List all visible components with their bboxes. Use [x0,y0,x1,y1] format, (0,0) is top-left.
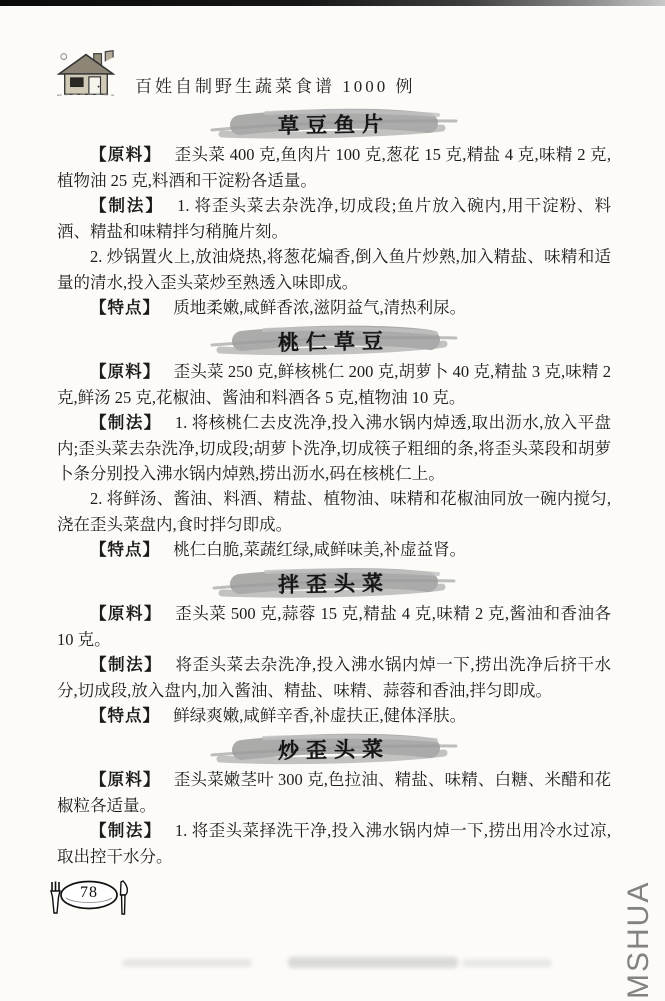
method-paragraph [57,818,611,869]
paragraph-text: 歪头菜 250 克,鲜核桃仁 200 克,胡萝卜 40 克,精盐 3 克,味精 2 克,鲜汤 25 克,花椒油、酱油和料酒各 5 克,植物油 10 克。 [57,362,612,407]
method-paragraph [57,244,611,295]
knife-icon [121,881,128,914]
house-icon [57,47,115,104]
paragraph-label: 【制法】 [90,656,163,674]
brush-stroke [206,732,462,766]
paragraph-text: 质地柔嫩,咸鲜香浓,滋阴益气,清热利尿。 [173,298,467,317]
paragraph-text: 1. 将歪头菜择洗干净,投入沸水锅内焯一下,捞出用冷水过凉,取出控干水分。 [57,821,612,866]
features-paragraph [57,295,611,321]
paragraph-text: 2. 炒锅置火上,放油烧热,将葱花煸香,倒入鱼片炒熟,加入精盐、味精和适量的清水,投入歪头菜炒至熟透入味即成。 [57,247,611,292]
brush-stroke [206,566,462,600]
ingredients-paragraph [57,601,611,652]
ingredients-paragraph [57,767,611,818]
method-paragraph [57,193,611,244]
recipe-title: 拌歪头菜 [277,571,391,597]
paragraph-label: 【原料】 [90,363,161,381]
bleed-through-mark [288,957,458,968]
paragraph-label: 【制法】 [90,822,162,840]
recipe-title-row [57,107,611,141]
paragraph-label: 【制法】 [90,197,164,215]
features-paragraph [57,537,611,563]
brush-stroke [206,107,462,141]
paragraph-text: 将歪头菜去杂洗净,投入沸水锅内焯一下,捞出洗净后挤干水分,切成段,放入盘内,加入酱油、精盐、味精、蒜蓉和香油,拌匀即成。 [57,655,612,700]
features-paragraph [57,703,611,729]
recipe-title-row [57,324,611,358]
recipe-title: 草豆鱼片 [277,112,391,138]
paragraph-label: 【原料】 [90,771,161,789]
ingredients-paragraph [57,142,611,193]
watermark-text: MSHUA [622,880,655,999]
recipe-section [57,107,611,321]
paragraph-text: 1. 将歪头菜去杂洗净,切成段;鱼片放入碗内,用干淀粉、料酒、精盐和味精拌匀稍腌片刻。 [57,196,612,241]
paragraph-label: 【特点】 [90,299,160,317]
paragraph-label: 【原料】 [90,605,163,623]
ingredients-paragraph [57,359,611,410]
recipe-title-row [57,566,611,600]
bleed-through-mark [122,959,252,967]
page-number-marker [44,879,136,919]
paragraph-label: 【原料】 [90,146,162,164]
paragraph-text: 2. 将鲜汤、酱油、料酒、精盐、植物油、味精和花椒油同放一碗内搅匀,浇在歪头菜盘内,食时拌匀即成。 [57,489,611,534]
recipe-title-row [57,732,611,766]
recipe-section [57,324,611,563]
paragraph-text: 鲜绿爽嫩,咸鲜辛香,补虚扶正,健体泽肤。 [173,706,467,725]
brush-stroke [206,324,462,358]
paragraph-text: 歪头菜嫩茎叶 300 克,色拉油、精盐、味精、白糖、米醋和花椒粒各适量。 [57,770,611,815]
recipe-title: 桃仁草豆 [277,329,391,355]
page-number: 78 [80,884,98,901]
book-title: 百姓自制野生蔬菜食谱 1000 例 [135,77,416,96]
paragraph-label: 【特点】 [90,541,160,559]
method-paragraph [57,652,611,703]
paragraph-text: 歪头菜 500 克,蒜蓉 15 克,精盐 4 克,味精 2 克,酱油和香油各 10 克。 [57,604,612,649]
bleed-through-mark [462,959,552,967]
paragraph-text: 歪头菜 400 克,鱼肉片 100 克,葱花 15 克,精盐 4 克,味精 2 克,植物油 25 克,料酒和干淀粉各适量。 [57,145,612,190]
page-header [57,50,611,104]
paragraph-text: 1. 将核桃仁去皮洗净,投入沸水锅内焯透,取出沥水,放入平盘内;歪头菜去杂洗净,切成段;胡萝卜洗净,切成筷子粗细的条,将歪头菜段和胡萝卜条分别投入沸水锅内焯熟,捞出沥水,码在核桃仁上。 [57,413,612,483]
paragraph-label: 【特点】 [90,707,160,725]
recipe-section [57,732,611,869]
scan-top-edge [0,0,665,6]
method-paragraph [57,486,611,537]
recipe-title: 炒歪头菜 [277,737,391,763]
method-paragraph [57,410,611,486]
paragraph-text: 桃仁白脆,菜蔬红绿,咸鲜味美,补虚益肾。 [173,540,467,559]
paragraph-label: 【制法】 [90,414,162,432]
recipe-section [57,566,611,729]
fork-icon [51,882,60,914]
